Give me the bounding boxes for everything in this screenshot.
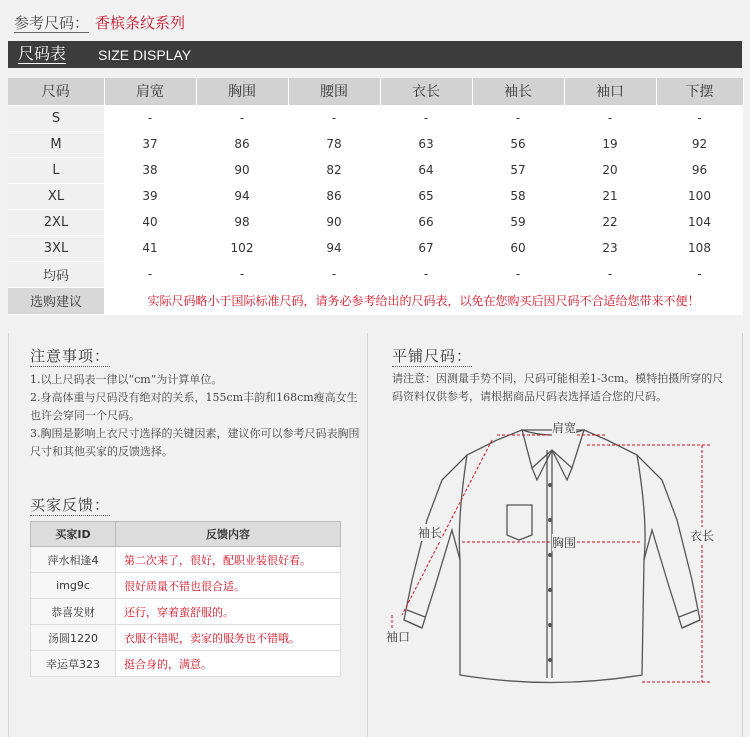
banner-title-en: SIZE DISPLAY <box>98 47 192 63</box>
buyer-id: 幸运草323 <box>31 651 116 677</box>
size-value: - <box>196 261 288 287</box>
size-value: - <box>472 105 564 131</box>
size-value: 86 <box>196 131 288 157</box>
size-table-header <box>8 78 743 105</box>
col-buyer-id: 买家ID <box>31 522 116 547</box>
size-value: - <box>564 261 656 287</box>
col-header: 尺码 <box>8 78 104 105</box>
size-row <box>8 157 743 183</box>
size-value: - <box>564 105 656 131</box>
purchase-tip-row <box>8 287 743 314</box>
size-value: 96 <box>656 157 743 183</box>
size-value: 90 <box>288 209 380 235</box>
shirt-drawing <box>372 410 742 710</box>
col-header: 袖口 <box>564 78 656 105</box>
header-label: 参考尺码： <box>14 14 90 32</box>
label-chest: 胸围 <box>552 536 577 550</box>
col-header: 下摆 <box>656 78 743 105</box>
size-value: - <box>656 261 743 287</box>
feedback-title: 买家反馈： <box>30 496 111 514</box>
size-value: 39 <box>104 183 196 209</box>
label-shoulder: 肩宽 <box>552 421 577 435</box>
size-value: 66 <box>380 209 472 235</box>
size-value: 108 <box>656 235 743 261</box>
size-value: 92 <box>656 131 743 157</box>
feedback-header <box>31 522 341 547</box>
size-value: 90 <box>196 157 288 183</box>
size-value: 94 <box>288 235 380 261</box>
divider <box>742 333 743 737</box>
label-length: 衣长 <box>690 529 715 543</box>
banner-title-zh: 尺码表 <box>18 44 67 63</box>
size-value: 56 <box>472 131 564 157</box>
col-header: 腰围 <box>288 78 380 105</box>
size-value: 20 <box>564 157 656 183</box>
flat-size-desc: 请注意：因测量手势不同，尺码可能相差1-3cm。模特拍摄所穿的尺码资料仅供参考，请根据商品尺码表选择适合您的尺码。 <box>392 372 724 403</box>
size-label: 2XL <box>8 209 104 235</box>
buyer-id: 恭喜发财 <box>31 599 116 625</box>
shirt-diagram <box>372 410 742 710</box>
size-label: M <box>8 131 104 157</box>
size-value: 60 <box>472 235 564 261</box>
size-value: 22 <box>564 209 656 235</box>
flat-size-title: 平铺尺码： <box>392 347 473 365</box>
page-header <box>14 12 185 33</box>
buyer-id: 汤圆1220 <box>31 625 116 651</box>
size-value: - <box>656 105 743 131</box>
col-header: 衣长 <box>380 78 472 105</box>
size-banner <box>8 41 742 68</box>
size-value: 59 <box>472 209 564 235</box>
note-item: 3.胸围是影响上衣尺寸选择的关键因素，建议你可以参考尺码表胸围尺寸和其他买家的反馈选择。 <box>30 427 360 458</box>
size-label: XL <box>8 183 104 209</box>
tip-label: 选购建议 <box>8 287 104 314</box>
size-row <box>8 131 743 157</box>
feedback-row <box>31 599 341 625</box>
note-item: 2.身高体重与尺码没有绝对的关系，155cm丰韵和168cm瘦高女生也许会穿同一个尺码。 <box>30 391 358 422</box>
size-value: 58 <box>472 183 564 209</box>
size-value: 67 <box>380 235 472 261</box>
size-value: - <box>104 105 196 131</box>
size-value: - <box>288 261 380 287</box>
size-row <box>8 261 743 287</box>
buyer-id: img9c <box>31 573 116 599</box>
size-value: 41 <box>104 235 196 261</box>
feedback-row <box>31 547 341 573</box>
size-value: 19 <box>564 131 656 157</box>
size-label: S <box>8 105 104 131</box>
feedback-text: 很好质量不错也很合适。 <box>116 573 341 599</box>
feedback-text: 还行，穿着蛮舒服的。 <box>116 599 341 625</box>
size-value: 104 <box>656 209 743 235</box>
notes-title: 注意事项： <box>30 347 111 365</box>
series-name: 香槟条纹系列 <box>95 14 186 32</box>
size-value: - <box>380 105 472 131</box>
note-item: 1.以上尺码表一律以“cm”为计算单位。 <box>30 373 223 386</box>
feedback-text: 衣服不错呢，卖家的服务也不错哦。 <box>116 625 341 651</box>
size-value: - <box>196 105 288 131</box>
size-value: - <box>380 261 472 287</box>
label-cuff: 袖口 <box>386 630 411 644</box>
size-value: 38 <box>104 157 196 183</box>
size-value: - <box>104 261 196 287</box>
size-value: - <box>472 261 564 287</box>
tip-text: 实际尺码略小于国际标准尺码，请务必参考给出的尺码表，以免在您购买后因尺码不合适给您带来不便！ <box>104 287 743 314</box>
col-header: 肩宽 <box>104 78 196 105</box>
col-header: 胸围 <box>196 78 288 105</box>
size-label: 均码 <box>8 261 104 287</box>
size-label: L <box>8 157 104 183</box>
size-value: 102 <box>196 235 288 261</box>
size-value: 57 <box>472 157 564 183</box>
col-header: 袖长 <box>472 78 564 105</box>
feedback-table <box>30 521 341 677</box>
buyer-id: 萍水相逢4 <box>31 547 116 573</box>
size-value: - <box>288 105 380 131</box>
divider <box>367 333 368 737</box>
size-value: 82 <box>288 157 380 183</box>
feedback-text: 挺合身的，满意。 <box>116 651 341 677</box>
size-table <box>8 78 744 315</box>
size-value: 86 <box>288 183 380 209</box>
size-row <box>8 105 743 131</box>
notes-list <box>30 371 360 461</box>
size-value: 78 <box>288 131 380 157</box>
size-value: 100 <box>656 183 743 209</box>
size-value: 94 <box>196 183 288 209</box>
size-value: 98 <box>196 209 288 235</box>
size-value: 63 <box>380 131 472 157</box>
feedback-row <box>31 625 341 651</box>
size-label: 3XL <box>8 235 104 261</box>
label-sleeve: 袖长 <box>418 526 443 540</box>
size-value: 23 <box>564 235 656 261</box>
divider <box>8 333 9 737</box>
size-value: 64 <box>380 157 472 183</box>
size-row <box>8 183 743 209</box>
size-row <box>8 209 743 235</box>
size-row <box>8 235 743 261</box>
size-value: 40 <box>104 209 196 235</box>
size-value: 37 <box>104 131 196 157</box>
feedback-row <box>31 651 341 677</box>
size-value: 65 <box>380 183 472 209</box>
col-feedback: 反馈内容 <box>116 522 341 547</box>
feedback-text: 第二次来了，很好，配职业装很好看。 <box>116 547 341 573</box>
size-value: 21 <box>564 183 656 209</box>
feedback-row <box>31 573 341 599</box>
